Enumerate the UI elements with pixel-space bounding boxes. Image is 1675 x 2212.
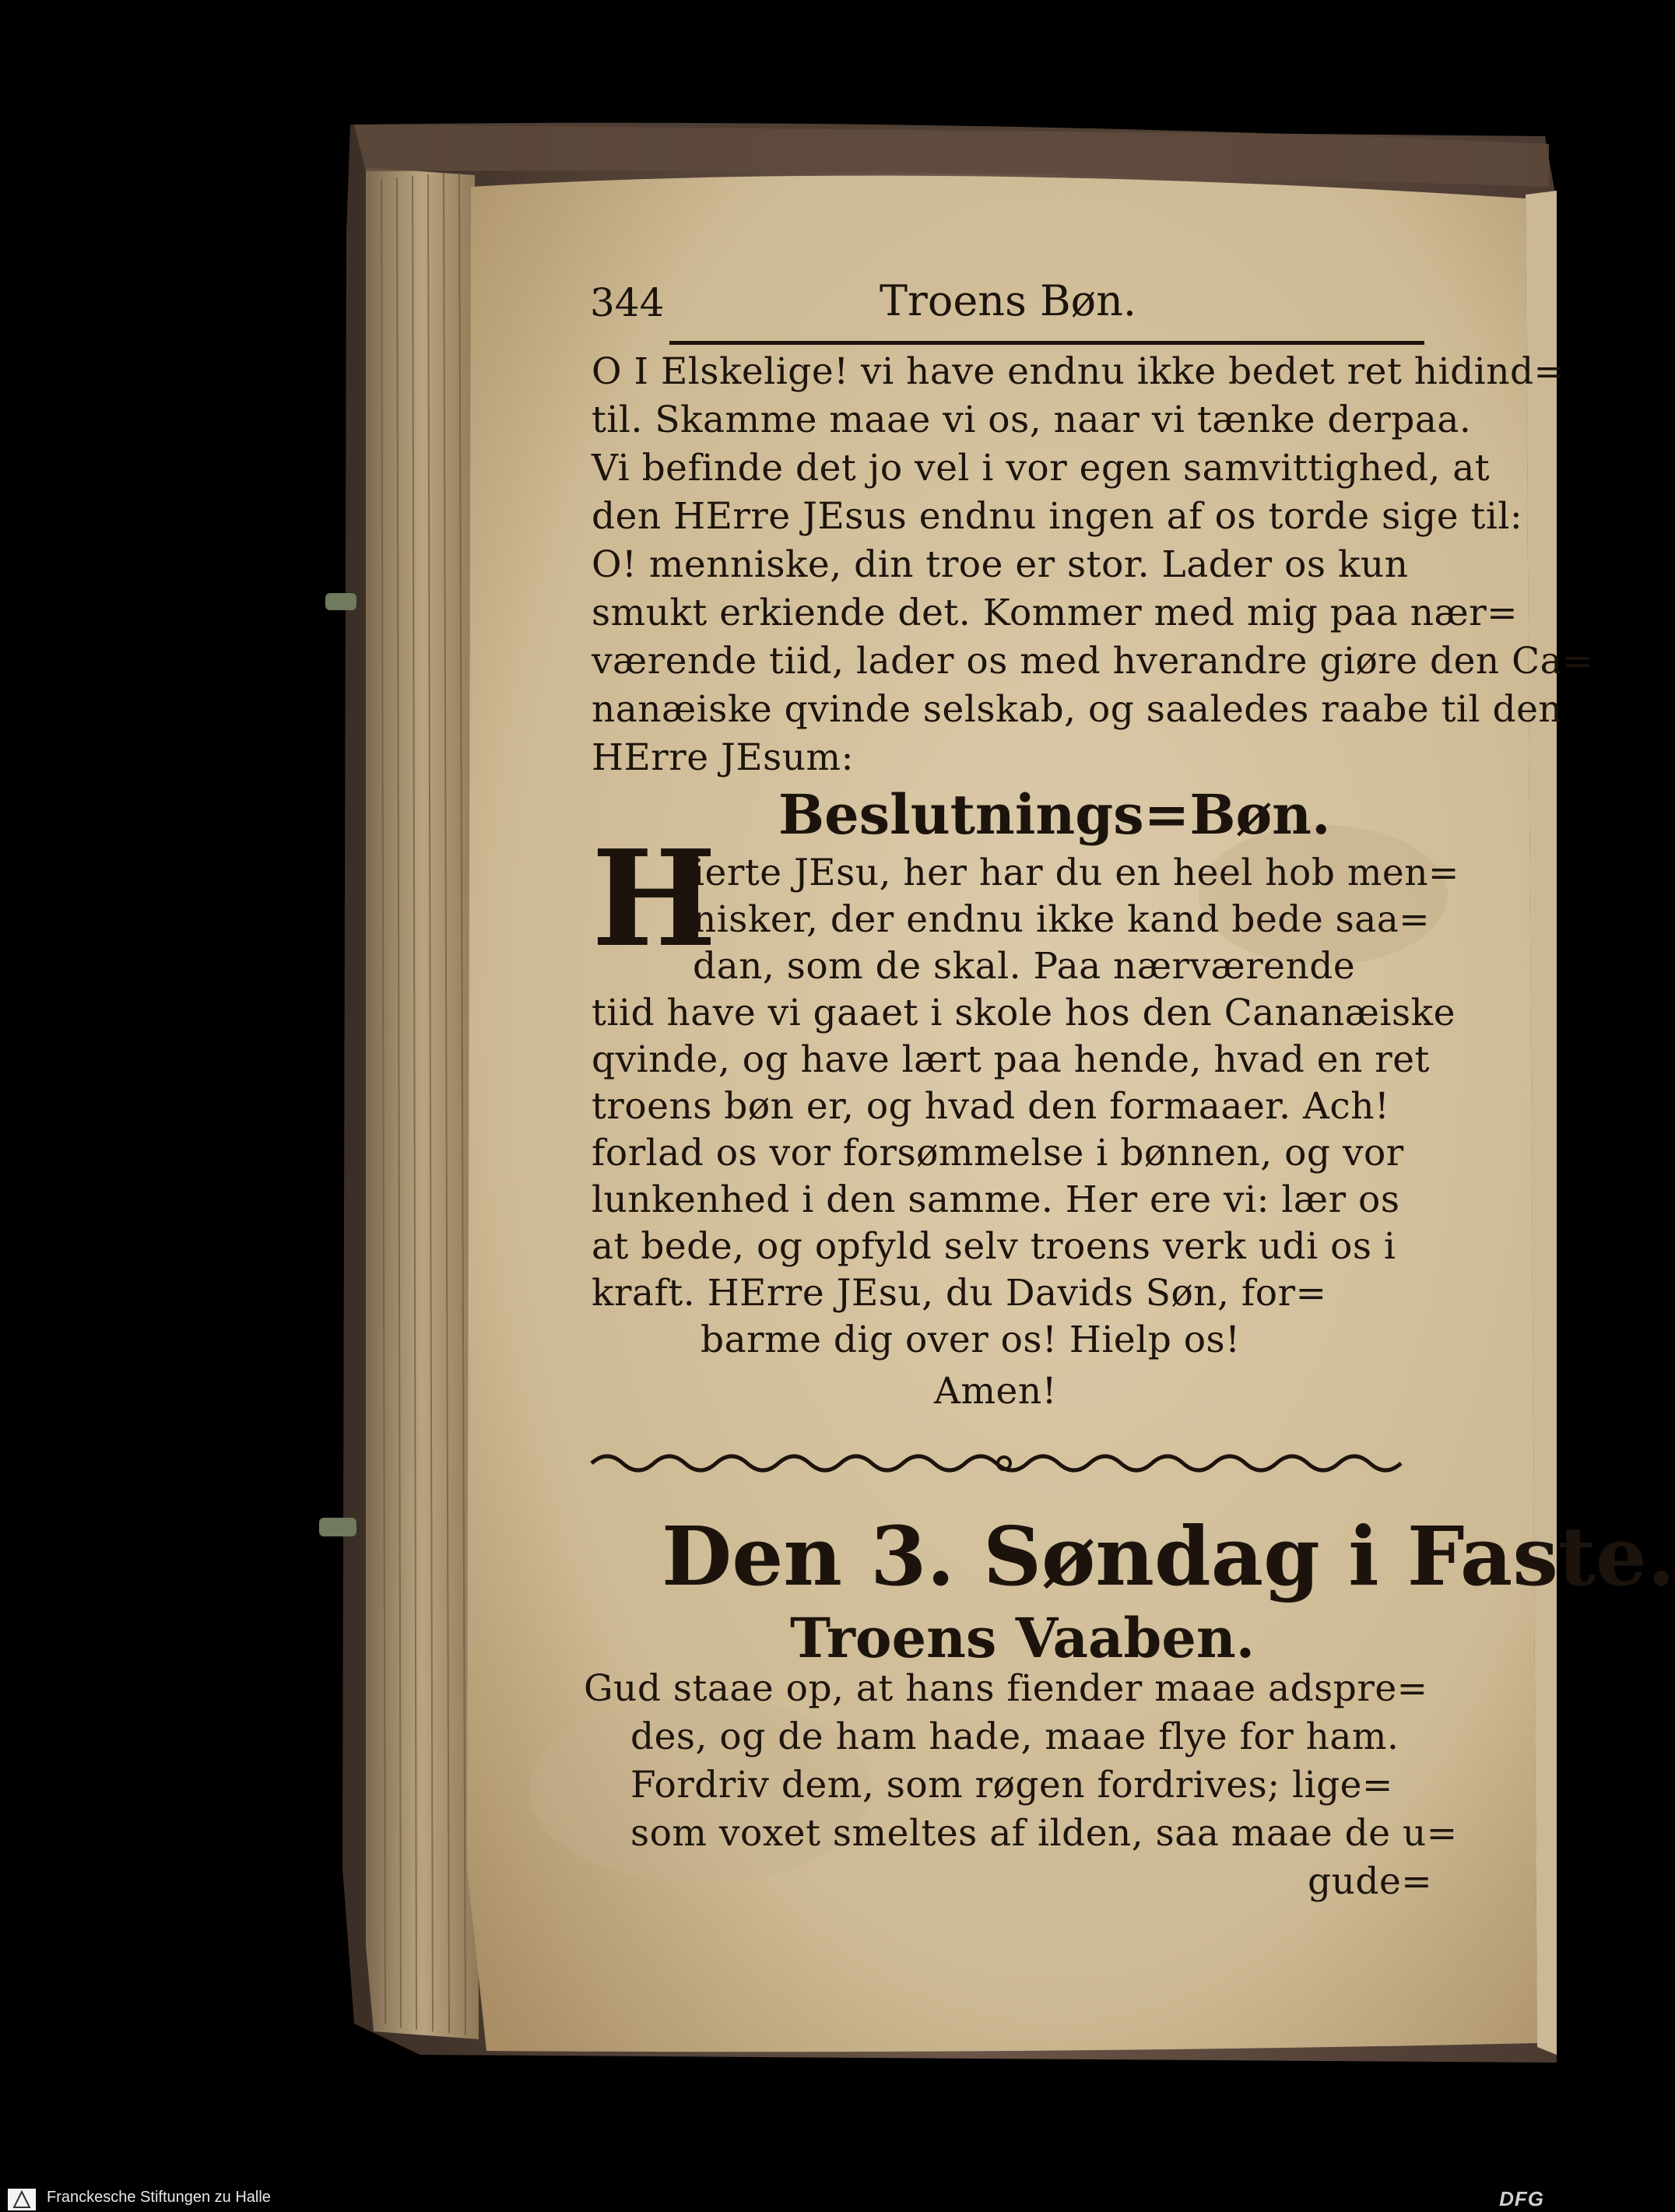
prayer-line: troens bøn er, og hvad den formaaer. Ach! bbox=[592, 1085, 1390, 1128]
prayer-line: ierte JEsu, her har du en heel hob men= bbox=[693, 851, 1459, 894]
prayer-line: kraft. HErre JEsu, du Davids Søn, for= bbox=[592, 1272, 1327, 1315]
body-line: den HErre JEsus endnu ingen af os torde sige til: bbox=[592, 495, 1523, 538]
prayer-line: at bede, og opfyld selv troens verk udi os i bbox=[592, 1225, 1396, 1268]
prayer-line: tiid have vi gaaet i skole hos den Cananæiske bbox=[592, 992, 1456, 1034]
section-line: som voxet smeltes af ilden, saa maae de u= bbox=[630, 1812, 1458, 1855]
prayer-line: qvinde, og have lært paa hende, hvad en ret bbox=[592, 1038, 1430, 1081]
section-line: Fordriv dem, som røgen fordrives; lige= bbox=[630, 1764, 1393, 1806]
prayer-amen: Amen! bbox=[934, 1370, 1057, 1413]
section-subheading: Troens Vaaben. bbox=[790, 1606, 1255, 1670]
institution-logo-icon bbox=[8, 2189, 36, 2210]
institution-credit: Franckesche Stiftungen zu Halle bbox=[47, 2189, 271, 2206]
body-line: HErre JEsum: bbox=[592, 736, 854, 779]
prayer-heading: Beslutnings=Bøn. bbox=[778, 782, 1331, 847]
page-number: 344 bbox=[590, 280, 665, 325]
prayer-line: forlad os vor forsømmelse i bønnen, og vor bbox=[592, 1132, 1404, 1174]
body-line: smukt erkiende det. Kommer med mig paa nær= bbox=[592, 592, 1519, 634]
prayer-line: nisker, der endnu ikke kand bede saa= bbox=[693, 898, 1431, 941]
body-line: værende tiid, lader os med hverandre giøre den Ca= bbox=[592, 640, 1593, 683]
body-line: til. Skamme maae vi os, naar vi tænke derpaa. bbox=[592, 399, 1472, 441]
section-line: Gud staae op, at hans fiender maae adspre= bbox=[584, 1667, 1428, 1710]
section-line: des, og de ham hade, maae flye for ham. bbox=[630, 1715, 1399, 1758]
prayer-line: dan, som de skal. Paa nærværende bbox=[693, 945, 1356, 988]
dfg-logo: DFG bbox=[1499, 2187, 1544, 2210]
body-line: O! menniske, din troe er stor. Lader os kun bbox=[592, 543, 1409, 586]
prayer-line: lunkenhed i den samme. Her ere vi: lær os bbox=[592, 1178, 1400, 1221]
prayer-line: barme dig over os! Hielp os! bbox=[701, 1318, 1241, 1361]
body-line: O I Elskelige! vi have endnu ikke bedet ret hidind= bbox=[592, 350, 1565, 393]
ornament-divider bbox=[584, 1448, 1424, 1479]
body-line: nanæiske qvinde selskab, og saaledes raabe til den bbox=[592, 688, 1563, 731]
section-heading: Den 3. Søndag i Faste. bbox=[662, 1508, 1675, 1604]
drop-cap: H bbox=[592, 821, 717, 977]
catchword: gude= bbox=[1308, 1860, 1433, 1903]
header-rule bbox=[669, 341, 1424, 345]
running-title: Troens Bøn. bbox=[880, 276, 1137, 325]
body-line: Vi befinde det jo vel i vor egen samvittighed, at bbox=[592, 447, 1491, 490]
